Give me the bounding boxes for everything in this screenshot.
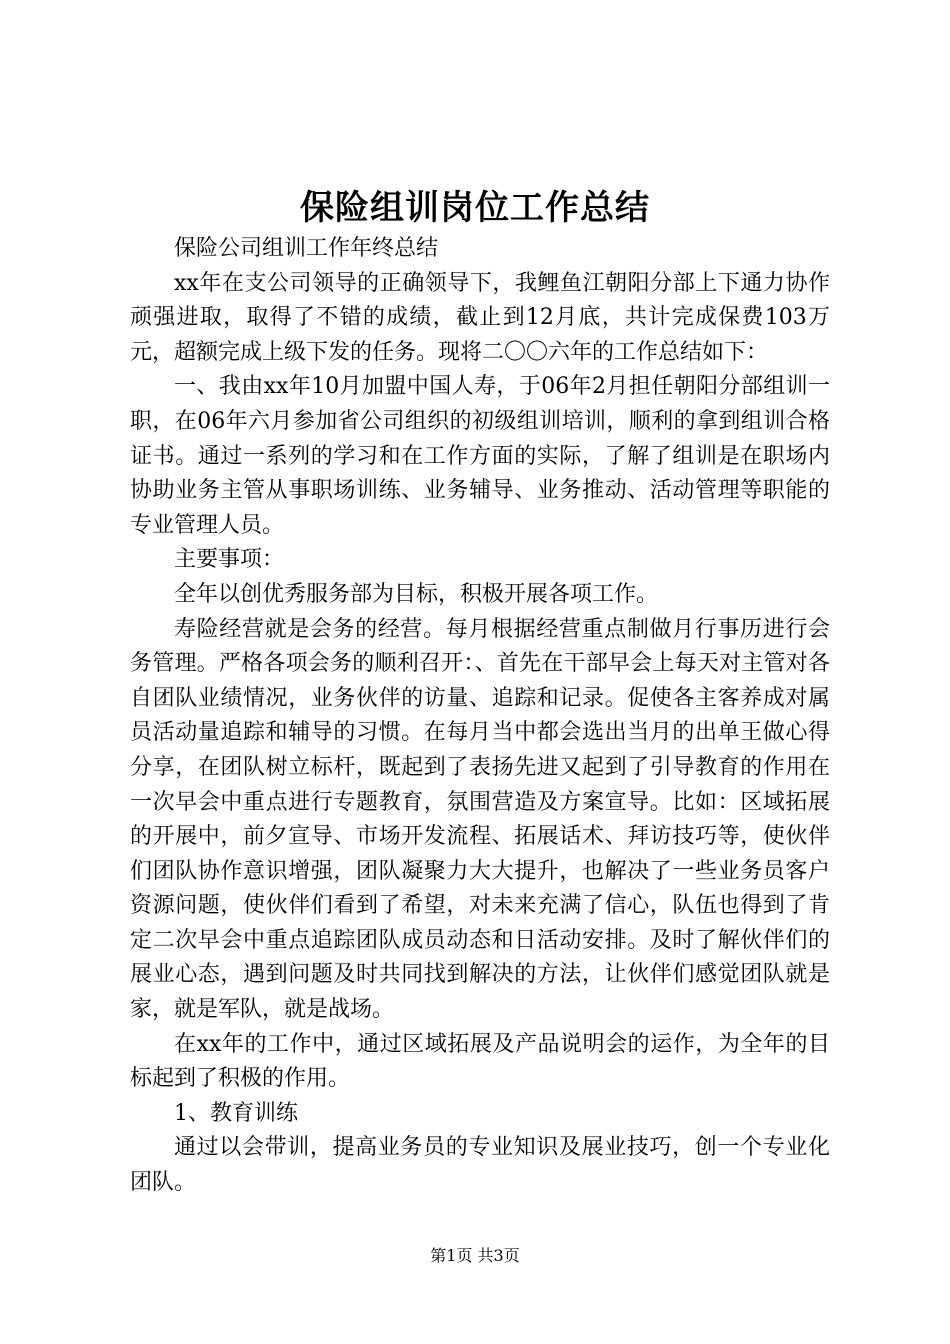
- page-footer: 第1页 共3页: [430, 1246, 520, 1265]
- paragraph-intro: xx年在支公司领导的正确领导下，我鲤鱼江朝阳分部上下通力协作顽强进取，取得了不错的成绩，截止到12月底，共计完成保费103万元，超额完成上级下发的任务。现将二〇〇六年的工作总结如下：: [130, 270, 830, 365]
- paragraph-regional-expansion: 在xx年的工作中，通过区域拓展及产品说明会的运作，为全年的目标起到了积极的作用。: [130, 1031, 830, 1092]
- paragraph-subtitle: 保险公司组训工作年终总结: [174, 236, 439, 261]
- paragraph-annual-goal: 全年以创优秀服务部为目标，积极开展各项工作。: [174, 581, 659, 607]
- document-title: 保险组训岗位工作总结: [300, 188, 650, 228]
- paragraph-meeting-management: 寿险经营就是会务的经营。每月根据经营重点制做月行事历进行会务管理。严格各项会务的顺利召开：、首先在干部早会上每天对主管对各自团队业绩情况，业务伙伴的访量、追踪和记录。促使各主客养成对属员活动量追踪和辅导的习惯。在每月当中都会选出当月的出单王做心得分享，在团队树立标杆，既起到了表扬先进又起到了引导教育的作用在一次早会中重点进行专题教育，氛围营造及方案宣导。比如：区域拓展的开展中，前夕宣导、市场开发流程、拓展话术、拜访技巧等，使伙伴们团队协作意识增强，团队凝聚力大大提升，也解决了一些业务员客户资源问题，使伙伴们看到了希望，对未来充满了信心，队伍也得到了肯定二次早会中重点追踪团队成员动态和日活动安排。及时了解伙伴们的展业心态，遇到问题及时共同找到解决的方法，让伙伴们感觉团队就是家，就是军队，就是战场。: [130, 616, 830, 1023]
- paragraph-main-items-heading: 主要事项：: [174, 547, 285, 573]
- paragraph-training-heading: 1、教育训练: [174, 1100, 298, 1126]
- document-body: [130, 232, 830, 1201]
- paragraph-section-one: 一、我由xx年10月加盟中国人寿，于06年2月担任朝阳分部组训一职，在06年六月参加省公司组织的初级组训培训，顺利的拿到组训合格证书。通过一系列的学习和在工作方面的实际，了解了组训是在职场内协助业务主管从事职场训练、业务辅导、业务推动、活动管理等职能的专业管理人员。: [130, 374, 830, 538]
- paragraph-training-body: 通过以会带训，提高业务员的专业知识及展业技巧，创一个专业化团队。: [130, 1135, 830, 1196]
